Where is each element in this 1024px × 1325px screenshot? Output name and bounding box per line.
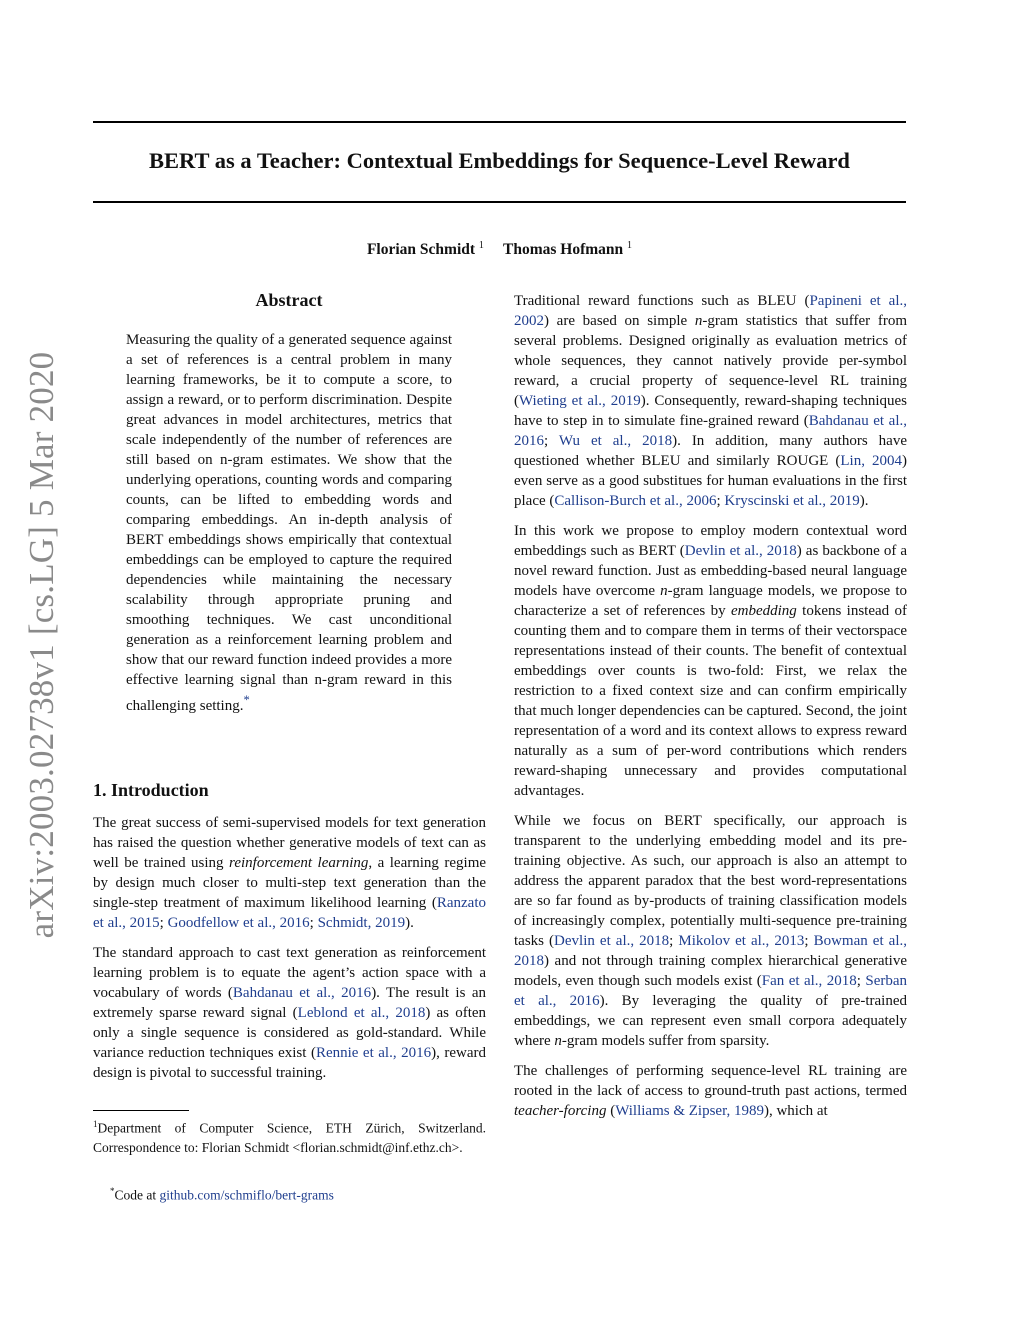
citation-link[interactable]: Wu et al., 2018 xyxy=(558,433,673,449)
author-name: Thomas Hofmann xyxy=(503,241,624,259)
abstract-text: Measuring the quality of a generated sequence against a set of references is a central problem in many learning frameworks, be it to compute a score, to assign a reward, or to perform discrimination. Despite great advances in model architectures, metrics that scale independently of the number of references are still based on n-gram estimates. We show that the underlying operations, counting words and comparing counts, can be lifted to embedding words and comparing embeddings. An in-depth analysis of BERT embeddings shows empirically that contextual embeddings can be employed to capture the required dependencies while maintaining the necessary scalability through appropriate pruning and smoothing techniques. We cast unconditional generation as a reinforcement learning problem and show that our reward function indeed provides a more effective learning signal than n-gram reward in this challenging setting. xyxy=(126,332,452,714)
text-run: The great success of semi-supervised models for text generation has raised the question whether generative models of text can as well be trained using xyxy=(93,815,486,871)
author-name: Florian Schmidt xyxy=(366,241,476,259)
text-run: ; xyxy=(856,973,866,989)
citation-link[interactable]: Bahdanau et al., 2016 xyxy=(514,413,907,449)
text-run: ) even serve as a good substitues for human evaluations in the first place ( xyxy=(514,453,907,509)
title-bottom-rule xyxy=(93,201,906,203)
text-run: While we focus on BERT specifically, our approach is transparent to the underlying embedding model and its pre-training objective. As such, our approach is also an attempt to address the apparent paradox that the best word-representations are so far found as by-products of training classification models of increasingly complex, potentially multi-sequence pre-training tasks ( xyxy=(514,813,907,949)
text-run: ; xyxy=(716,493,725,509)
citation-link[interactable]: Bowman et al., 2018 xyxy=(514,933,907,969)
paragraph xyxy=(93,813,486,933)
emphasis-text: reinforcement learning xyxy=(229,855,369,871)
text-run: ; xyxy=(309,915,318,931)
citation-link[interactable]: Williams & Zipser, 1989 xyxy=(615,1103,764,1119)
citation-link[interactable]: Schmidt, 2019 xyxy=(317,915,406,931)
text-run: ). In addition, many authors have questioned whether BLEU and similarly ROUGE ( xyxy=(514,433,907,469)
citation-link[interactable]: Ranzato et al., 2015 xyxy=(93,895,486,931)
author-list xyxy=(93,236,906,260)
citation-link[interactable]: Serban et al., 2016 xyxy=(514,973,908,1009)
citation-link[interactable]: Mikolov et al., 2013 xyxy=(678,933,805,949)
paragraph xyxy=(93,943,486,1083)
code-footnote xyxy=(110,1182,334,1205)
footnote-rule xyxy=(93,1110,189,1111)
citation-link[interactable]: Lin, 2004 xyxy=(840,453,902,469)
text-run: ; xyxy=(544,433,559,449)
footnote-marker: * xyxy=(110,1186,115,1196)
abstract-heading: Abstract xyxy=(255,290,323,310)
text-run: ; xyxy=(804,933,814,949)
text-run: ) and not through training complex hierarchical generative models, even though such models exist ( xyxy=(514,953,907,989)
emphasis-text: n xyxy=(554,1033,562,1049)
text-run: ). xyxy=(859,493,869,509)
text-run: ), reward design is pivotal to successful training. xyxy=(93,1045,486,1081)
citation-link[interactable]: Devlin et al., 2018 xyxy=(554,933,670,949)
text-run: tokens instead of counting them and to compare them in terms of their vectorspace representations instead of their counts. The benefit of contextual embeddings over counts is two-fold: First, we relax the restriction to a fixed context size and can confirm empirically that much longer dependencies can be captured. Second, the joint representation of a word and its context allows to express reward naturally as a sum of per-word contributions which renders reward-shaping unnecessary and provides computational advantages. xyxy=(514,603,907,799)
citation-link[interactable]: Papineni et al., 2002 xyxy=(514,293,907,329)
citation-link[interactable]: Fan et al., 2018 xyxy=(761,973,857,989)
citation-link[interactable]: Kryscinski et al., 2019 xyxy=(724,493,860,509)
text-run: -gram statistics that suffer from several problems. Designed originally as evaluation metrics of whole sequences, they cannot natively provide per-symbol reward, a crucial property of sequence-level RL training ( xyxy=(514,313,907,409)
text-run: Traditional reward functions such as BLEU ( xyxy=(514,293,810,309)
introduction-heading: 1. Introduction xyxy=(93,780,209,800)
text-run: ; xyxy=(669,933,679,949)
author-affil-marker: 1 xyxy=(478,240,484,251)
abstract-footnote-marker[interactable]: * xyxy=(243,693,250,707)
citation-link[interactable]: Goodfellow et al., 2016 xyxy=(167,915,310,931)
text-run: ) as often only a single sequence is considered as gold-standard. While variance reduction techniques exist ( xyxy=(93,1005,487,1061)
text-run: ; xyxy=(159,915,168,931)
paragraph xyxy=(514,521,907,801)
arxiv-identifier: arXiv:2003.02738v1 [cs.LG] 5 Mar 2020 xyxy=(22,351,61,939)
text-run: The standard approach to cast text generation as reinforcement learning problem is to equate the agent’s action space with a vocabulary of words ( xyxy=(93,945,486,1001)
code-prefix: Code at xyxy=(114,1187,160,1203)
text-run: ( xyxy=(606,1103,616,1119)
code-link[interactable]: github.com/schmiflo/bert-grams xyxy=(159,1187,334,1203)
citation-link[interactable]: Devlin et al., 2018 xyxy=(684,543,797,559)
left-column-body xyxy=(93,813,486,1093)
paper-title: BERT as a Teacher: Contextual Embeddings for Sequence-Level Reward xyxy=(149,148,850,173)
paragraph xyxy=(514,811,907,1051)
abstract-body xyxy=(126,330,452,716)
emphasis-text: n xyxy=(660,583,668,599)
text-run: ) as backbone of a novel reward function. Just as embedding-based neural language models have overcome xyxy=(514,543,907,599)
text-run: ), which at xyxy=(763,1103,828,1119)
citation-link[interactable]: Rennie et al., 2016 xyxy=(315,1045,432,1061)
text-run: The challenges of performing sequence-level RL training are rooted in the lack of access to ground-truth past actions, termed xyxy=(514,1063,907,1099)
text-run: -gram language models, we propose to characterize a set of references by xyxy=(514,583,908,619)
text-run: -gram models suffer from sparsity. xyxy=(561,1033,770,1049)
right-column-body xyxy=(514,291,907,1131)
emphasis-text: embedding xyxy=(730,603,797,619)
citation-link[interactable]: Bahdanau et al., 2016 xyxy=(232,985,372,1001)
footnote-marker: 1 xyxy=(93,1119,98,1129)
text-run: ). The result is an extremely sparse reward signal ( xyxy=(93,985,486,1021)
text-run: ). By leveraging the quality of pre-trained embeddings, we can represent even small corpora adequately where xyxy=(514,993,907,1049)
text-run: In this work we propose to employ modern contextual word embeddings such as BERT ( xyxy=(514,523,907,559)
citation-link[interactable]: Leblond et al., 2018 xyxy=(297,1005,426,1021)
emphasis-text: teacher-forcing xyxy=(514,1103,607,1119)
paragraph xyxy=(514,1061,907,1121)
title-top-rule xyxy=(93,121,906,123)
paragraph xyxy=(514,291,907,511)
emphasis-text: n xyxy=(694,313,703,329)
text-run: ) are based on simple xyxy=(544,313,695,329)
citation-link[interactable]: Wieting et al., 2019 xyxy=(519,393,641,409)
affiliation-text: Department of Computer Science, ETH Zürich, Switzerland. Correspondence to: Florian Schmidt <florian.schmidt@inf.ethz.ch>. xyxy=(93,1120,486,1155)
text-run: ). xyxy=(405,915,414,931)
text-run: ). Consequently, reward-shaping techniques have to step in to simulate fine-grained reward ( xyxy=(514,393,907,429)
text-run: , a learning regime by design much closer to multi-step text generation than the single-step treatment of maximum likelihood learning ( xyxy=(93,855,487,911)
affiliation-footnote xyxy=(93,1115,486,1157)
author-affil-marker: 1 xyxy=(627,240,633,251)
arxiv-stamp xyxy=(21,351,63,939)
citation-link[interactable]: Callison-Burch et al., 2006 xyxy=(554,493,717,509)
